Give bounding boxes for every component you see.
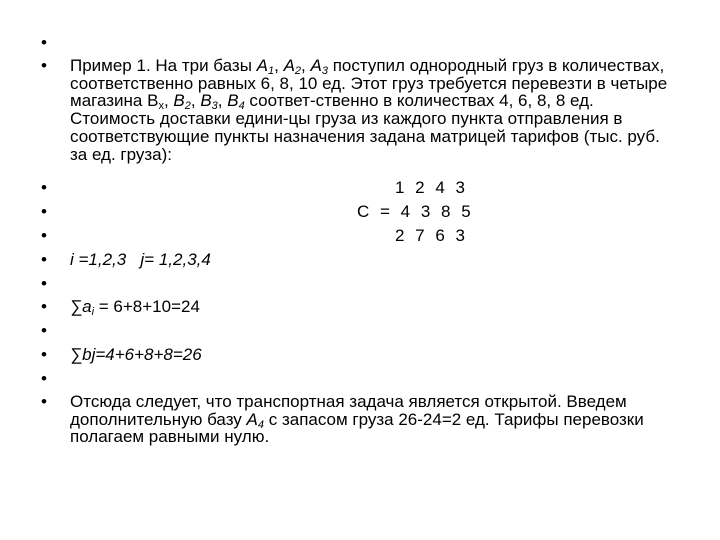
example-lead: Пример 1. На три базы bbox=[70, 56, 257, 75]
bullet-dot: • bbox=[41, 202, 47, 221]
sum-a-sub: i bbox=[91, 306, 95, 318]
matrix-row-2-values: 4 3 8 5 bbox=[400, 202, 474, 221]
bullet-dot: • bbox=[41, 297, 47, 316]
sum-b-text: ∑bj=4+6+8+8=26 bbox=[70, 345, 202, 364]
sum-a-value: = 6+8+10=24 bbox=[94, 297, 200, 316]
store-b1-sub: x bbox=[158, 100, 164, 113]
bullet-dot: • bbox=[41, 392, 47, 411]
matrix-row-3-values: 2 7 6 3 bbox=[395, 226, 468, 245]
store-b2: $B_2$ bbox=[173, 91, 191, 113]
conclusion-text bbox=[70, 393, 675, 446]
base-a3: $A_3$ bbox=[310, 56, 328, 77]
store-b3: $B_3$ bbox=[200, 91, 218, 113]
example-text: Пример 1. На три базы $A_1$, $A_2$, $A_3$ поступил однородный груз в количествах, соответственно равных 6, 8, 10 ед. Этот груз требуется перевезти в четыре магазина $B_x$, $B_2$, $B_3$, $B_4$ соответ-ственно в количествах 4, 6, 8, 8 ед. Стоимость доставки едини-цы груза из каждого пункта отправления в соответствующие пункты назначения задана матрицей тарифов (тыс. руб. за ед. груза): bbox=[70, 56, 668, 164]
sum-a-text bbox=[70, 298, 675, 316]
matrix-label-and-row-2 bbox=[357, 203, 474, 221]
bullet-dot: • bbox=[41, 56, 47, 75]
base-a2: $A_2$ bbox=[283, 56, 302, 77]
store-b4: $B_4$ bbox=[227, 91, 245, 113]
bullet-dot: • bbox=[41, 274, 47, 293]
bullet-dot: • bbox=[41, 345, 47, 364]
bullet-dot: • bbox=[41, 33, 47, 52]
example-tail: соответ-ственно в количествах 4, 6, 8, 8 ед. Стоимость доставки едини-цы груза из каждого пункта отправления в соответствующие пункты назначения задана матрицей тарифов (тыс. руб. за ед. груза): bbox=[70, 91, 660, 164]
bullet-dot: • bbox=[41, 226, 47, 245]
conclusion-tail: с запасом груза 26-24=2 ед. Тарифы перевозки полагаем равными нулю. bbox=[70, 409, 644, 447]
sum-a-symbol: ∑a bbox=[70, 297, 92, 316]
bullet-dot: • bbox=[41, 178, 47, 197]
bullet-dot: • bbox=[41, 321, 47, 340]
indices-text: i =1,2,3 j= 1,2,3,4 bbox=[70, 250, 211, 269]
base-a4: $A_4$ bbox=[246, 409, 264, 431]
bullet-dot: • bbox=[41, 250, 47, 269]
matrix-label: C = bbox=[357, 202, 401, 221]
example-middle: поступил однородный груз в количествах, соответственно равных 6, 8, 10 ед. Этот груз требуется перевезти в четыре магазина B bbox=[70, 56, 668, 111]
bullet-dot: • bbox=[41, 369, 47, 388]
conclusion-lead: Отсюда следует, что транспортная задача является открытой. Введем дополнительную базу bbox=[70, 392, 627, 429]
matrix-row-1-values: 1 2 4 3 bbox=[395, 178, 468, 197]
base-a1: $A_1$ bbox=[256, 56, 275, 77]
